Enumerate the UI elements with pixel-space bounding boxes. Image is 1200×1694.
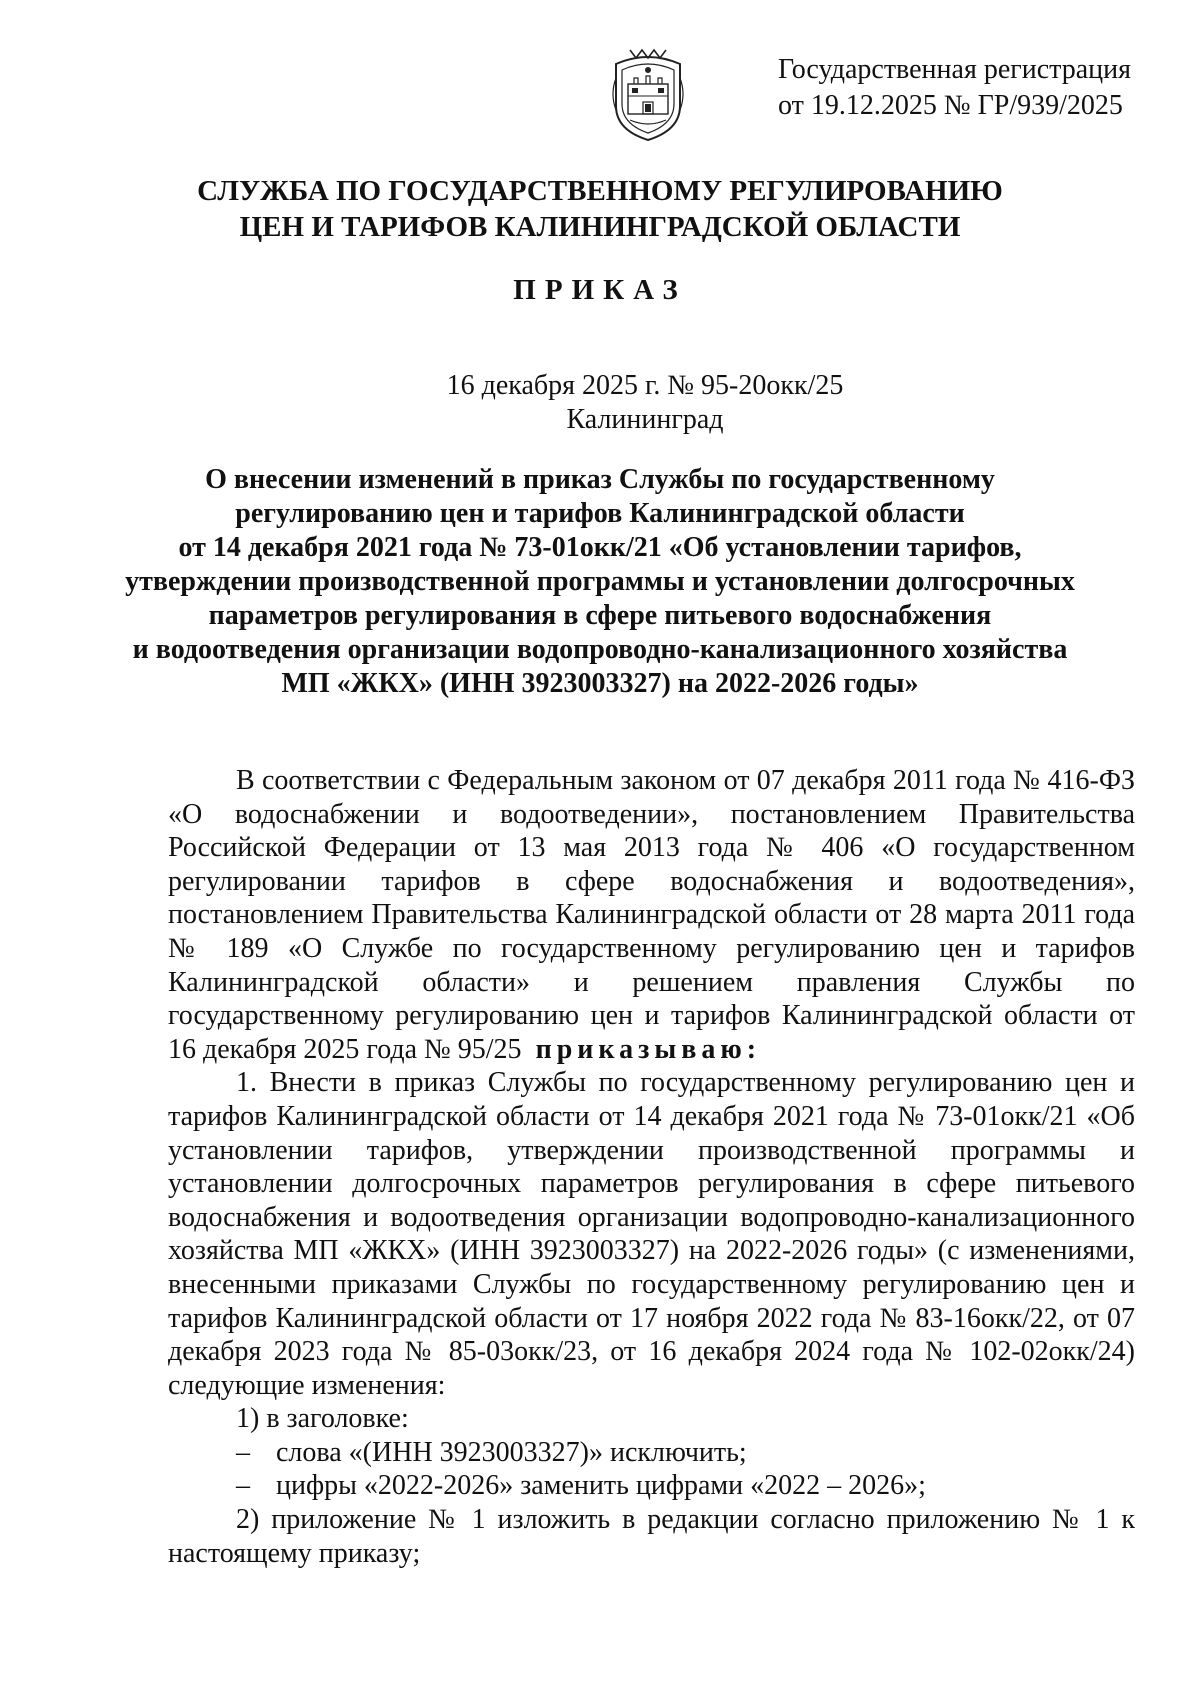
dash-list-item xyxy=(168,1436,1135,1470)
subitem-2-paragraph: 2) приложение № 1 изложить в редакции согласно приложению № 1 к настоящему приказу; xyxy=(168,1504,1135,1569)
order-word: приказываю: xyxy=(535,1033,762,1065)
organization-line-2: ЦЕН И ТАРИФОВ КАЛИНИНГРАДСКОЙ ОБЛАСТИ xyxy=(239,211,961,243)
registration-line-2: от 19.12.2025 № ГР/939/2025 xyxy=(778,90,1123,121)
title-line: МП «ЖКХ» (ИНН 3923003327) на 2022-2026 годы» xyxy=(281,668,919,699)
dash-list-item xyxy=(168,1469,1135,1503)
dash-item-text: слова «(ИНН 3923003327)» исключить; xyxy=(276,1436,747,1468)
coat-of-arms-icon xyxy=(608,44,688,144)
dash-marker: – xyxy=(236,1436,250,1468)
preamble-paragraph xyxy=(168,764,1135,1066)
dash-item-text: цифры «2022-2026» заменить цифрами «2022 – 2026»; xyxy=(276,1470,926,1502)
document-title xyxy=(0,463,1200,701)
organization-line-1: СЛУЖБА ПО ГОСУДАРСТВЕННОМУ РЕГУЛИРОВАНИЮ xyxy=(197,175,1003,207)
date-number: 16 декабря 2025 г. № 95-20окк/25 xyxy=(446,370,844,401)
subitem-1-label: 1) в заголовке: xyxy=(236,1403,409,1435)
item-1-paragraph: 1. Внести в приказ Службы по государственному регулированию цен и тарифов Калининградской области от 14 декабря 2021 года № 73-01окк/21 «Об установлении тарифов, утверждении производственной программы и установлении долгосрочных параметров регулирования в сфере питьевого водоснабжения и водоотведения организации водопроводно-канализационного хозяйства МП «ЖКХ» (ИНН 3923003327) на 2022-2026 годы» (с изменениями, внесенными приказами Службы по государственному регулированию цен и тарифов Калининградской области от 17 ноября 2022 года № 83-16окк/22, от 07 декабря 2023 года № 85-03окк/23, от 16 декабря 2024 года № 102-02окк/24) следующие изменения: xyxy=(168,1067,1135,1401)
organization-name xyxy=(0,173,1200,245)
registration-line-1: Государственная регистрация xyxy=(778,54,1131,85)
title-line: О внесении изменений в приказ Службы по государственному xyxy=(205,464,995,495)
title-line: от 14 декабря 2021 года № 73-01окк/21 «Об установлении тарифов, xyxy=(178,532,1022,563)
preamble-text: В соответствии с Федеральным законом от 07 декабря 2011 года № 416-ФЗ «О водоснабжении и водоотведении», постановлением Правительства Российской Федерации от 13 мая 2013 года № 406 «О государственном регулировании тарифов в сфере водоснабжения и водоотведения», постановлением Правительства Калининградской области от 28 марта 2011 года № 189 «О Службе по государственному регулированию цен и тарифов Калининградской области» и решением правления Службы по государственному регулированию цен и тарифов Калининградской области от 16 декабря 2025 года № 95/25 xyxy=(168,765,1135,1065)
title-line: параметров регулирования в сфере питьевого водоснабжения xyxy=(208,600,992,631)
document-type: ПРИКАЗ xyxy=(513,274,687,306)
title-line: утверждении производственной программы и установлении долгосрочных xyxy=(125,566,1075,597)
city: Калининград xyxy=(566,404,724,435)
registration-stamp xyxy=(778,52,1178,124)
document-body xyxy=(168,764,1135,1570)
title-line: и водоотведения организации водопроводно-канализационного хозяйства xyxy=(132,634,1068,665)
title-line: регулированию цен и тарифов Калининградской области xyxy=(235,498,965,529)
date-number-block xyxy=(0,369,1200,437)
dash-marker: – xyxy=(236,1470,250,1502)
